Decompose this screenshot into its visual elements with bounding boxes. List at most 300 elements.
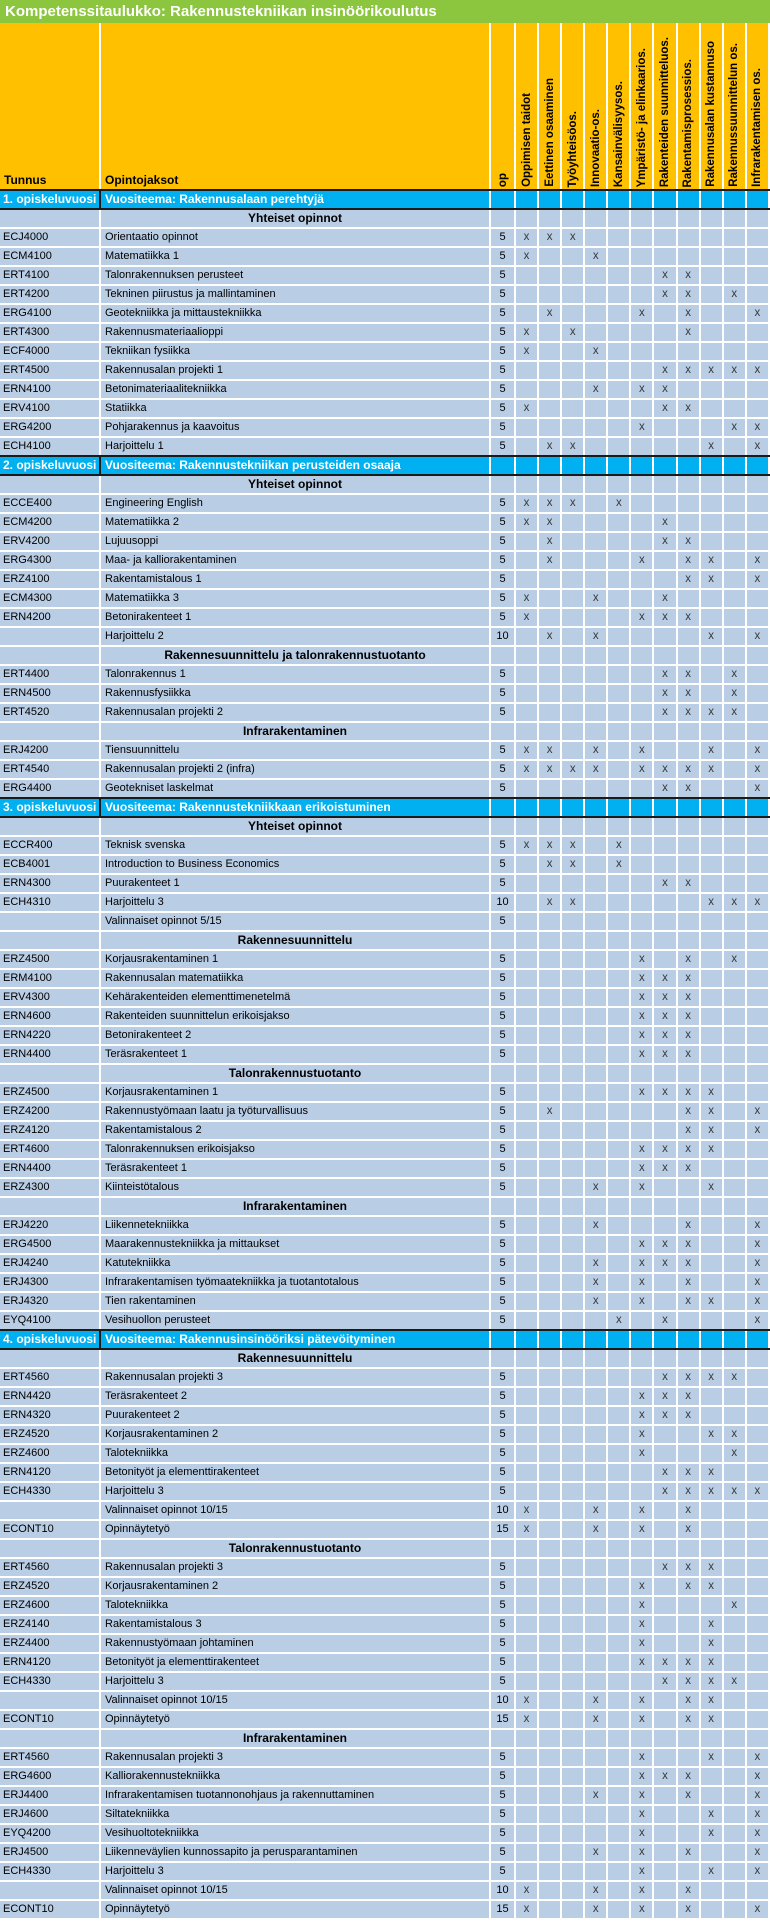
competence-mark-cell [561, 1387, 584, 1406]
course-name-cell: Maarakennustekniikka ja mittaukset [100, 1235, 490, 1254]
competence-mark-cell [561, 513, 584, 532]
mark-cell [584, 1064, 607, 1083]
competence-mark-cell [653, 1121, 676, 1140]
course-row [0, 1007, 769, 1026]
competence-mark-cell [723, 1463, 746, 1482]
mark-cell [561, 1330, 584, 1349]
mark-cell [677, 1197, 700, 1216]
competence-mark-cell [630, 703, 653, 722]
mark-cell [584, 646, 607, 665]
competence-mark-cell [700, 418, 723, 437]
mark-cell [630, 456, 653, 475]
competence-mark-cell [561, 608, 584, 627]
competence-mark-cell [723, 1634, 746, 1653]
competence-mark-cell [538, 912, 561, 931]
mark-cell [607, 475, 630, 494]
course-row [0, 1482, 769, 1501]
competence-mark-cell [746, 1387, 769, 1406]
competence-mark-cell [607, 1691, 630, 1710]
competence-mark-cell [677, 855, 700, 874]
section-title-cell: Infrarakentaminen [100, 1729, 490, 1748]
competence-mark-cell [607, 1748, 630, 1767]
competence-mark-cell: x [723, 665, 746, 684]
competence-mark-cell [584, 551, 607, 570]
competence-mark-cell [653, 836, 676, 855]
op-value-cell: 10 [490, 627, 515, 646]
competence-mark-cell [746, 1463, 769, 1482]
mark-cell [700, 1064, 723, 1083]
mark-cell [700, 798, 723, 817]
competence-mark-cell [515, 1368, 538, 1387]
competence-mark-cell [746, 608, 769, 627]
competence-mark-cell [723, 247, 746, 266]
competence-mark-cell: x [653, 779, 676, 798]
course-row [0, 342, 769, 361]
competence-mark-cell [515, 627, 538, 646]
competence-mark-cell: x [653, 266, 676, 285]
mark-cell [700, 931, 723, 950]
op-value-cell: 5 [490, 1159, 515, 1178]
competence-mark-cell [723, 969, 746, 988]
competence-mark-cell: x [607, 855, 630, 874]
section-title-cell: Rakennesuunnittelu ja talonrakennustuotanto [100, 646, 490, 665]
competence-mark-cell [584, 323, 607, 342]
course-row [0, 323, 769, 342]
competence-mark-cell [630, 532, 653, 551]
op-cell [490, 190, 515, 209]
competence-mark-cell: x [561, 836, 584, 855]
competence-mark-cell: x [677, 1843, 700, 1862]
year-theme-cell: Vuositeema: Rakennusinsinööriksi pätevöityminen [100, 1330, 490, 1349]
competence-mark-cell [723, 1102, 746, 1121]
competence-mark-cell: x [723, 1596, 746, 1615]
mark-cell [538, 646, 561, 665]
competence-mark-cell [700, 912, 723, 931]
competence-mark-cell [515, 1786, 538, 1805]
competence-mark-cell: x [538, 513, 561, 532]
competence-mark-cell [584, 703, 607, 722]
competence-mark-cell [630, 1102, 653, 1121]
competence-mark-cell [677, 247, 700, 266]
mark-cell [607, 1330, 630, 1349]
competence-mark-cell: x [677, 1102, 700, 1121]
competence-mark-cell [630, 285, 653, 304]
section-title-cell: Talonrakennustuotanto [100, 1064, 490, 1083]
mark-cell [677, 1349, 700, 1368]
op-value-cell: 5 [490, 1577, 515, 1596]
competence-mark-cell [746, 684, 769, 703]
competence-mark-cell [538, 1007, 561, 1026]
mark-cell [653, 798, 676, 817]
course-row [0, 494, 769, 513]
course-name-cell: Matematiikka 1 [100, 247, 490, 266]
competence-mark-cell [723, 1691, 746, 1710]
competence-mark-cell [700, 1235, 723, 1254]
competence-mark-cell [700, 1444, 723, 1463]
course-code-cell: ERT4100 [0, 266, 100, 285]
course-name-cell: Valinnaiset opinnot 5/15 [100, 912, 490, 931]
competence-mark-cell: x [515, 760, 538, 779]
course-code-cell [0, 627, 100, 646]
table-title-bar [0, 0, 770, 23]
competence-mark-cell [653, 437, 676, 456]
op-cell [490, 931, 515, 950]
course-name-cell: Tiensuunnittelu [100, 741, 490, 760]
competence-mark-cell [561, 285, 584, 304]
competence-mark-cell [561, 1634, 584, 1653]
mark-cell [630, 1197, 653, 1216]
competence-mark-cell [723, 627, 746, 646]
competence-mark-cell: x [677, 1140, 700, 1159]
competence-mark-cell [607, 399, 630, 418]
op-value-cell: 5 [490, 1406, 515, 1425]
competence-mark-cell [515, 1577, 538, 1596]
competence-mark-cell [561, 1045, 584, 1064]
competence-mark-cell [723, 1767, 746, 1786]
section-tunnus-cell [0, 1539, 100, 1558]
course-row [0, 304, 769, 323]
competence-mark-cell [723, 1824, 746, 1843]
competence-mark-cell [607, 266, 630, 285]
mark-cell [653, 1064, 676, 1083]
competence-mark-cell [677, 893, 700, 912]
section-row [0, 1729, 769, 1748]
mark-cell [746, 1064, 769, 1083]
competence-mark-cell [607, 1577, 630, 1596]
mark-cell [653, 931, 676, 950]
mark-cell [746, 817, 769, 836]
competence-mark-cell [630, 228, 653, 247]
op-value-cell: 5 [490, 1748, 515, 1767]
competence-mark-cell: x [630, 969, 653, 988]
course-name-cell: Rakentamistalous 1 [100, 570, 490, 589]
competence-mark-cell [538, 988, 561, 1007]
competence-mark-cell: x [584, 1520, 607, 1539]
competence-mark-cell: x [584, 380, 607, 399]
competence-mark-cell [700, 950, 723, 969]
competence-mark-cell [515, 418, 538, 437]
course-code-cell: ECM4100 [0, 247, 100, 266]
course-row [0, 1881, 769, 1900]
competence-mark-cell: x [700, 1634, 723, 1653]
competence-mark-cell [538, 608, 561, 627]
course-name-cell: Teräsrakenteet 2 [100, 1387, 490, 1406]
course-row [0, 1178, 769, 1197]
competence-mark-cell: x [700, 1710, 723, 1729]
mark-cell [653, 1197, 676, 1216]
competence-mark-cell [584, 1235, 607, 1254]
course-row [0, 1615, 769, 1634]
competence-mark-cell [584, 1387, 607, 1406]
course-name-cell: Katutekniikka [100, 1254, 490, 1273]
op-value-cell: 5 [490, 304, 515, 323]
competence-mark-cell [561, 380, 584, 399]
competence-mark-cell: x [630, 1615, 653, 1634]
op-cell [490, 1064, 515, 1083]
competence-mark-cell [607, 285, 630, 304]
course-row [0, 1083, 769, 1102]
competence-mark-cell: x [538, 741, 561, 760]
competence-mark-cell [630, 513, 653, 532]
mark-cell [677, 722, 700, 741]
course-code-cell [0, 912, 100, 931]
competence-mark-cell [723, 1748, 746, 1767]
competence-mark-cell: x [677, 1653, 700, 1672]
competence-mark-cell: x [653, 1463, 676, 1482]
competence-mark-cell: x [700, 1558, 723, 1577]
competence-mark-cell [700, 323, 723, 342]
competence-mark-cell [746, 1045, 769, 1064]
competence-mark-cell [607, 950, 630, 969]
competence-mark-cell [538, 1520, 561, 1539]
competence-mark-cell: x [538, 836, 561, 855]
competence-mark-cell [700, 1501, 723, 1520]
competence-mark-cell: x [677, 969, 700, 988]
competence-mark-cell [746, 1026, 769, 1045]
competence-mark-cell [538, 779, 561, 798]
course-code-cell: EYQ4200 [0, 1824, 100, 1843]
op-cell [490, 722, 515, 741]
competence-mark-cell: x [630, 1634, 653, 1653]
competence-mark-cell: x [630, 1178, 653, 1197]
competence-mark-cell [653, 1178, 676, 1197]
competence-mark-cell [677, 1634, 700, 1653]
mark-cell [584, 798, 607, 817]
competence-mark-cell [584, 665, 607, 684]
course-name-cell: Infrarakentamisen tuotannonohjaus ja rakennuttaminen [100, 1786, 490, 1805]
competence-mark-cell [515, 665, 538, 684]
mark-cell [630, 1064, 653, 1083]
mark-cell [653, 646, 676, 665]
course-name-cell: Valinnaiset opinnot 10/15 [100, 1881, 490, 1900]
competence-mark-cell: x [515, 1520, 538, 1539]
mark-cell [607, 798, 630, 817]
course-code-cell: ERZ4600 [0, 1596, 100, 1615]
competence-mark-cell: x [746, 1311, 769, 1330]
competence-mark-cell [515, 1083, 538, 1102]
mark-cell [746, 722, 769, 741]
competence-mark-cell [653, 1805, 676, 1824]
competence-mark-cell [561, 1273, 584, 1292]
mark-cell [677, 190, 700, 209]
course-name-cell: Rakennusfysiikka [100, 684, 490, 703]
mark-cell [630, 209, 653, 228]
course-name-cell: Talotekniikka [100, 1444, 490, 1463]
mark-cell [630, 1349, 653, 1368]
course-row [0, 1900, 769, 1919]
competence-mark-cell [677, 228, 700, 247]
competence-mark-cell [561, 1406, 584, 1425]
competence-mark-cell [746, 1691, 769, 1710]
mark-cell [746, 1349, 769, 1368]
competence-mark-cell: x [723, 950, 746, 969]
mark-cell [630, 646, 653, 665]
competence-mark-cell [700, 1026, 723, 1045]
op-value-cell: 5 [490, 1425, 515, 1444]
competence-mark-cell [723, 380, 746, 399]
course-row [0, 741, 769, 760]
competence-mark-cell: x [515, 836, 538, 855]
competence-mark-cell [653, 1216, 676, 1235]
competence-mark-cell [630, 570, 653, 589]
competence-mark-cell [515, 1102, 538, 1121]
mark-cell [561, 722, 584, 741]
competence-mark-cell: x [653, 1368, 676, 1387]
competence-mark-cell: x [653, 399, 676, 418]
competence-mark-cell [515, 950, 538, 969]
competence-mark-cell [584, 418, 607, 437]
competence-mark-cell: x [653, 1558, 676, 1577]
course-code-cell: ERT4500 [0, 361, 100, 380]
course-row [0, 1501, 769, 1520]
column-header-opintojaksot: Opintojaksot [100, 23, 490, 190]
competence-mark-cell [746, 1140, 769, 1159]
mark-cell [515, 190, 538, 209]
competence-mark-cell: x [561, 228, 584, 247]
competence-mark-cell [723, 1558, 746, 1577]
mark-cell [677, 456, 700, 475]
competence-mark-cell [561, 1710, 584, 1729]
competence-mark-cell [515, 1121, 538, 1140]
competence-mark-cell [700, 266, 723, 285]
course-code-cell: ERN4500 [0, 684, 100, 703]
competence-mark-cell [561, 684, 584, 703]
mark-cell [653, 722, 676, 741]
competence-mark-cell [700, 1387, 723, 1406]
competence-mark-cell [677, 1862, 700, 1881]
competence-mark-cell [653, 1520, 676, 1539]
competence-mark-cell: x [630, 1520, 653, 1539]
competence-mark-cell [700, 969, 723, 988]
competence-mark-cell: x [653, 532, 676, 551]
competence-mark-cell [561, 1368, 584, 1387]
competence-mark-cell [653, 551, 676, 570]
competence-mark-cell [561, 1900, 584, 1919]
competence-mark-cell: x [700, 741, 723, 760]
competence-mark-cell [584, 836, 607, 855]
op-value-cell: 5 [490, 874, 515, 893]
competence-mark-cell: x [515, 399, 538, 418]
competence-mark-cell [584, 1577, 607, 1596]
competence-mark-cell: x [677, 988, 700, 1007]
competence-mark-cell: x [677, 399, 700, 418]
competence-mark-cell [723, 1159, 746, 1178]
mark-cell [723, 1539, 746, 1558]
competence-mark-cell [607, 1007, 630, 1026]
mark-cell [723, 798, 746, 817]
competence-mark-cell: x [515, 513, 538, 532]
competence-mark-cell [746, 380, 769, 399]
competence-mark-cell [538, 1482, 561, 1501]
course-name-cell: Rakennusalan projekti 3 [100, 1368, 490, 1387]
op-value-cell: 5 [490, 760, 515, 779]
course-row [0, 418, 769, 437]
mark-cell [723, 475, 746, 494]
course-code-cell: ECF4000 [0, 342, 100, 361]
course-code-cell: ERT4300 [0, 323, 100, 342]
mark-cell [584, 1349, 607, 1368]
course-row [0, 1235, 769, 1254]
mark-cell [538, 817, 561, 836]
op-value-cell: 5 [490, 1862, 515, 1881]
course-name-cell: Lujuusoppi [100, 532, 490, 551]
competence-mark-cell [607, 1900, 630, 1919]
competence-mark-cell [653, 1786, 676, 1805]
competence-mark-cell [630, 1672, 653, 1691]
mark-cell [515, 1197, 538, 1216]
competence-mark-cell: x [700, 1615, 723, 1634]
op-value-cell: 5 [490, 323, 515, 342]
mark-cell [515, 1064, 538, 1083]
competence-mark-cell [746, 342, 769, 361]
competence-mark-cell [723, 342, 746, 361]
competence-mark-cell [538, 1615, 561, 1634]
mark-cell [630, 817, 653, 836]
competence-mark-cell [561, 589, 584, 608]
mark-cell [653, 1349, 676, 1368]
competence-mark-cell [584, 1824, 607, 1843]
competence-mark-cell: x [584, 741, 607, 760]
competence-mark-cell [630, 855, 653, 874]
op-value-cell: 5 [490, 551, 515, 570]
competence-mark-cell: x [700, 1463, 723, 1482]
competence-mark-cell [561, 1444, 584, 1463]
competence-mark-cell [584, 950, 607, 969]
competence-mark-cell: x [515, 1691, 538, 1710]
course-name-cell: Geotekniset laskelmat [100, 779, 490, 798]
mark-cell [746, 931, 769, 950]
course-code-cell: ERG4200 [0, 418, 100, 437]
mark-cell [561, 209, 584, 228]
competence-mark-cell: x [746, 1216, 769, 1235]
competence-mark-cell [723, 1121, 746, 1140]
competence-mark-cell [607, 247, 630, 266]
competence-mark-cell [746, 703, 769, 722]
mark-cell [723, 1064, 746, 1083]
competence-mark-cell: x [584, 1710, 607, 1729]
competence-mark-cell [653, 418, 676, 437]
competence-mark-cell [607, 228, 630, 247]
competence-mark-cell: x [677, 665, 700, 684]
competence-mark-cell [653, 1710, 676, 1729]
competence-mark-cell [515, 1178, 538, 1197]
course-row [0, 1292, 769, 1311]
competence-mark-cell [630, 266, 653, 285]
competence-mark-cell [538, 684, 561, 703]
mark-cell [515, 209, 538, 228]
competence-mark-cell [538, 589, 561, 608]
op-value-cell: 5 [490, 1387, 515, 1406]
competence-mark-cell [538, 1786, 561, 1805]
competence-mark-cell [630, 247, 653, 266]
year-theme-cell: Vuositeema: Rakennustekniikan perusteiden osaaja [100, 456, 490, 475]
competence-header-8 [677, 23, 700, 190]
op-value-cell: 5 [490, 836, 515, 855]
competence-mark-cell [630, 494, 653, 513]
competence-mark-cell [561, 1805, 584, 1824]
competence-mark-cell [538, 266, 561, 285]
competence-mark-cell [515, 437, 538, 456]
competence-mark-cell [630, 836, 653, 855]
competence-mark-cell: x [677, 1577, 700, 1596]
course-row [0, 1216, 769, 1235]
course-code-cell: ERT4600 [0, 1140, 100, 1159]
course-code-cell: ERM4100 [0, 969, 100, 988]
competence-mark-cell: x [677, 1501, 700, 1520]
competence-mark-cell [630, 684, 653, 703]
competence-header-label: Eettinen osaaminen [543, 78, 556, 187]
competence-mark-cell: x [515, 1501, 538, 1520]
